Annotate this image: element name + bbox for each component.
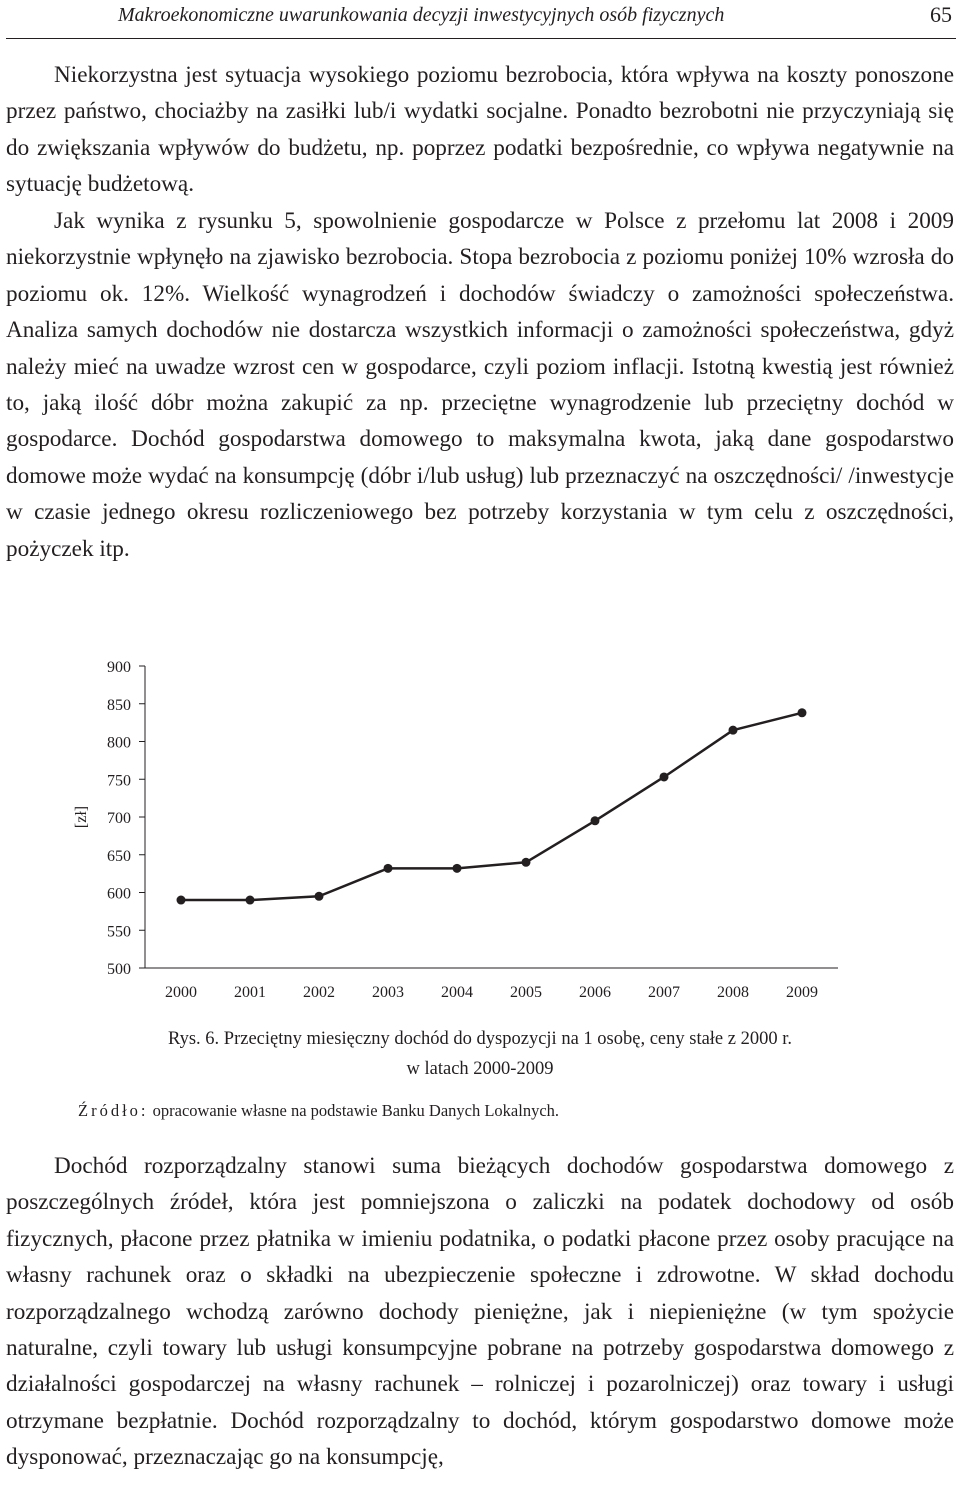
data-point [660,772,669,781]
body-paragraph-1: Niekorzystna jest sytuacja wysokiego poziomu bezrobocia, która wpływa na koszty ponoszone przez państwo, chociażby na zasiłki lub/i wydatki socjalne. Ponadto bezrobotni nie przyczyniają się do zwiększania wpływów do budżetu, np. poprzez podatki bezpośrednie, co wpływa negatywnie na sytuację budżetową. [6,62,954,198]
caption-line-2: w latach 2000-2009 [406,1059,554,1079]
y-tick-label: 700 [107,810,131,827]
data-point [591,816,600,825]
x-tick-label: 2008 [717,984,749,1001]
y-tick-label: 500 [107,961,131,978]
y-tick-label: 550 [107,923,131,941]
data-point [453,864,462,873]
y-tick-label: 650 [107,847,131,865]
y-tick-label: 750 [107,772,131,790]
x-tick-label: 2001 [234,984,266,1001]
data-point [315,892,324,901]
chart-svg [0,640,960,1010]
series-line [181,713,802,900]
data-point [729,726,738,735]
data-point [177,896,186,905]
data-point [522,858,531,867]
figure-source [78,1101,559,1121]
data-point [798,708,807,717]
data-point [246,896,255,905]
y-axis-title: [zł] [73,805,90,829]
running-title: Makroekonomiczne uwarunkowania decyzji inwestycyjnych osób fizycznych [118,4,725,26]
x-tick-label: 2007 [648,984,680,1001]
income-line-chart [0,640,960,1010]
page-number: 65 [930,2,952,27]
source-label: Źródło: [78,1101,149,1120]
x-tick-label: 2002 [303,984,335,1001]
x-tick-label: 2005 [510,984,542,1001]
figure-caption [0,1024,960,1084]
caption-line-1: Rys. 6. Przeciętny miesięczny dochód do dyspozycji na 1 osobę, ceny stałe z 2000 r. [168,1029,792,1049]
x-tick-label: 2004 [441,984,473,1001]
y-tick-label: 850 [107,696,131,714]
y-tick-label: 600 [107,885,131,903]
x-tick-label: 2000 [165,984,197,1001]
y-tick-label: 800 [107,734,131,752]
x-tick-label: 2006 [579,984,611,1001]
source-text: opracowanie własne na podstawie Banku Danych Lokalnych. [148,1101,560,1120]
x-tick-label: 2003 [372,984,404,1001]
body-paragraph-2: Jak wynika z rysunku 5, spowolnienie gospodarcze w Polsce z przełomu lat 2008 i 2009 niekorzystnie wpłynęło na zjawisko bezrobocia. Stopa bezrobocia z poziomu poniżej 10% wzrosła do poziomu ok. 12%. Wielkość wynagrodzeń i dochodów świadczy o zamożności społeczeństwa. Analiza samych dochodów nie dostarcza wszystkich informacji o zamożności społeczeństwa, gdyż należy mieć na uwadze wzrost cen w gospodarce, czyli poziom inflacji. Istotną kwestią jest również to, jaką ilość dóbr można zakupić za np. przeciętne wynagrodzenie lub przeciętny dochód w gospodarce. Dochód gospodarstwa domowego to maksymalna kwota, jaką dane gospodarstwo domowe może wydać na konsumpcję (dóbr i/lub usług) lub przeznaczyć na oszczędności/ /inwestycje w czasie jednego okresu rozliczeniowego bez potrzeby korzystania w tym celu z oszczędności, pożyczek itp. [6,208,954,562]
x-tick-label: 2009 [786,984,818,1001]
y-tick-label: 900 [107,659,131,676]
data-point [384,864,393,873]
body-paragraph-3: Dochód rozporządzalny stanowi suma bieżących dochodów gospodarstwa domowego z poszczególnych źródeł, która jest pomniejszona o zaliczki na podatek dochodowy od osób fizycznych, płacone przez płatnika w imieniu podatnika, o podatki płacone przez osoby pracujące na własny rachunek oraz o składki na ubezpieczenie społeczne i zdrowotne. W skład dochodu rozporządzalnego wchodzą zarówno dochody pieniężne, jak i niepieniężne (w tym spożycie naturalne, czyli towary lub usługi konsumpcyjne pobrane na potrzeby gospodarstwa domowego z działalności gospodarczej na własny rachunek – rolniczej i pozarolniczej) oraz towary i usługi otrzymane bezpłatnie. Dochód rozporządzalny to dochód, którym gospodarstwo domowe może dysponować, przeznaczając go na konsumpcję, [6,1153,954,1471]
running-header [6,0,956,39]
